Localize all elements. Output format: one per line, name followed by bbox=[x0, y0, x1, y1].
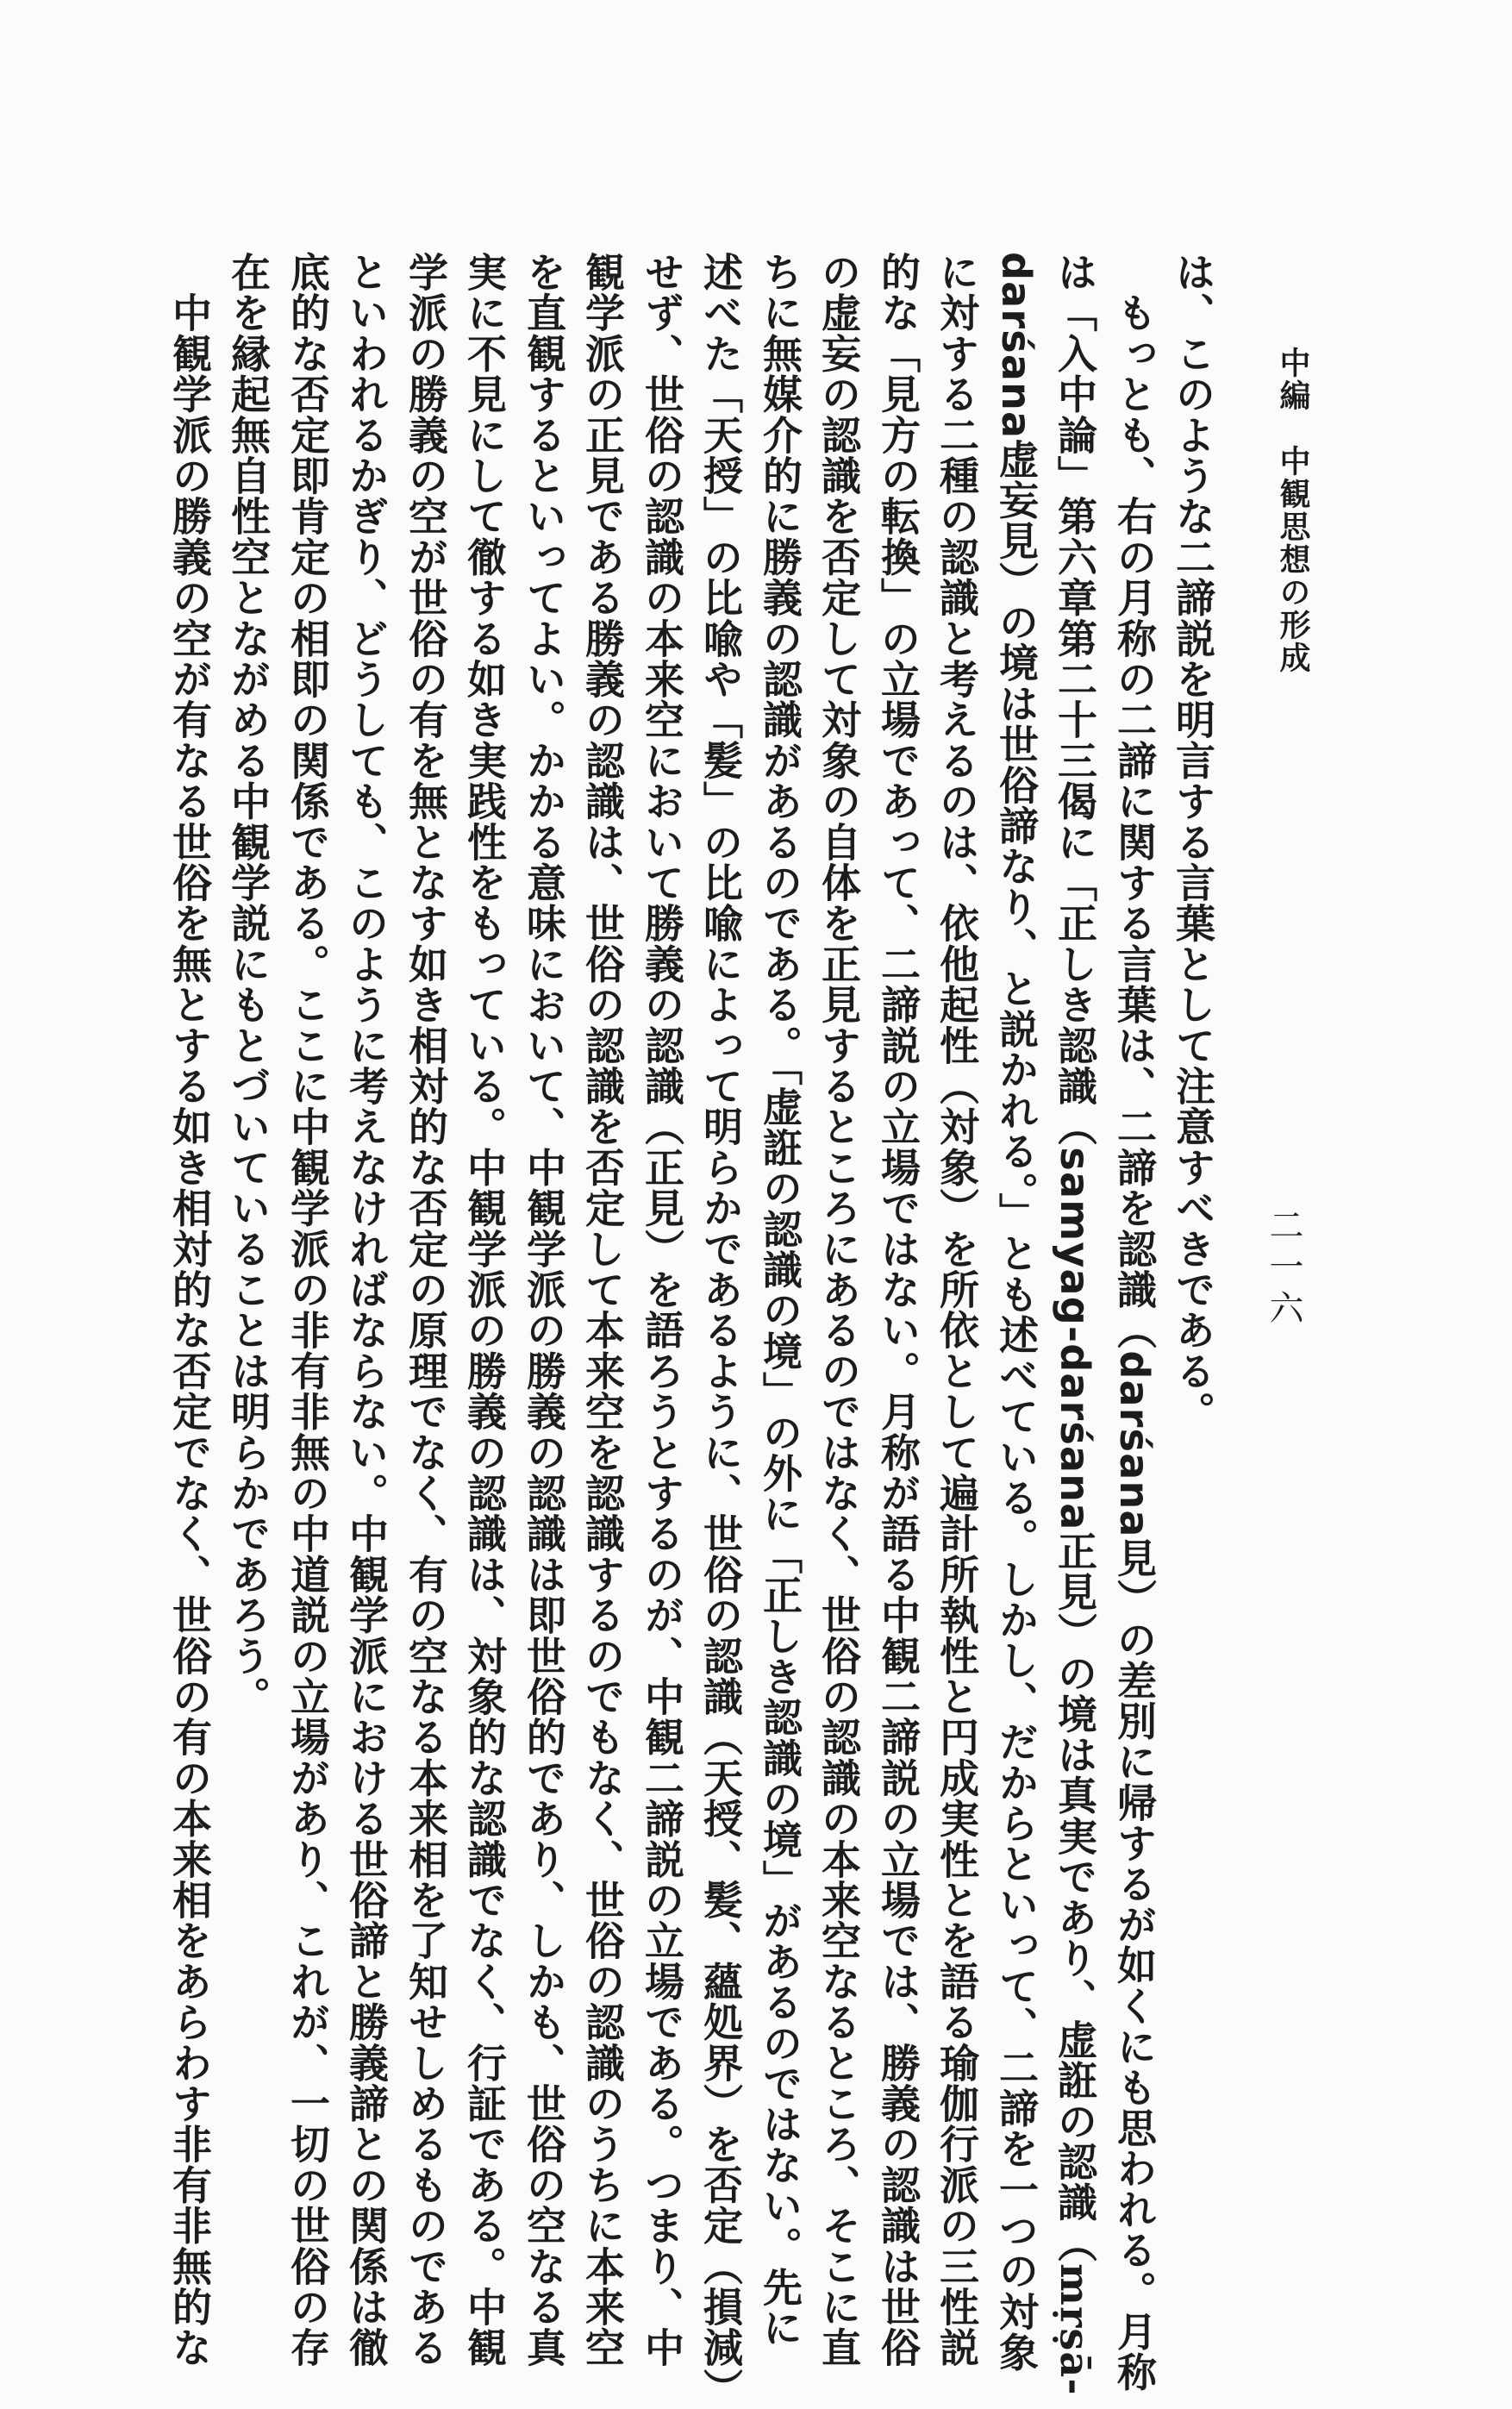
text-line: 底的な否定即肯定の相即の関係である。ここに中観学派の非有非無の中道説の立場があり、これが、一切の世俗の存 bbox=[284, 252, 331, 2368]
text-line: 述べた「天授」の比喩や「髪」の比喩によって明らかであるように、世俗の認識（天授、髪、蘊処界）を否定（損減） bbox=[697, 252, 744, 2409]
page-number: 二一六 bbox=[1264, 1207, 1303, 1331]
running-title: 中編 中観思想の形成 bbox=[1275, 347, 1311, 674]
text-line: もっとも、右の月称の二諦に関する言葉は、二諦を認識（darśana見）の差別に帰するが如くにも思われる。月称 bbox=[1111, 252, 1158, 2393]
text-line: 実に不見にして徹する如き実践性をもっている。中観学派の勝義の認識は、対象的な認識でなく、行証である。中観 bbox=[461, 252, 508, 2368]
text-line: ちに無媒介的に勝義の認識があるのである。「虚誑の認識の境」の外に「正しき認識の境」があるのではない。先に bbox=[757, 252, 803, 2349]
text-line: 観学派の正見である勝義の認識は、世俗の認識を否定して本来空を認識するのでもなく、世俗の認識のうちに本来空 bbox=[579, 252, 626, 2368]
text-line: の虚妄の認識を否定して対象の自体を正見するところにあるのではなく、世俗の認識の本来空なるところ、そこに直 bbox=[815, 252, 862, 2368]
text-line: は「入中論」第六章第二十三偈に「正しき認識（samyag-darśana正見）の境は真実であり、虚誑の認識（mṛṣā- bbox=[1052, 252, 1098, 2396]
text-line: は、このような二諦説を明言する言葉として注意すべきである。 bbox=[1170, 252, 1216, 1432]
text-line: といわれるかぎり、どうしても、このように考えなければならない。中観学派における世俗諦と勝義諦との関係は徹 bbox=[343, 252, 390, 2368]
text-line: 的な「見方の転換」の立場であって、二諦説の立場ではない。月称が語る中観二諦説の立場では、勝義の認識は世俗 bbox=[875, 252, 922, 2368]
text-line: 中観学派の勝義の空が有なる世俗を無とする如き相対的な否定でなく、世俗の有の本来相をあらわす非有非無的な bbox=[166, 252, 213, 2368]
text-line: を直観するといってよい。かかる意味において、中観学派の勝義の認識は即世俗的であり、しかも、世俗の空なる真 bbox=[521, 252, 567, 2368]
text-line: 学派の勝義の空が世俗の有を無となす如き相対的な否定の原理でなく、有の空なる本来相を了知せしめるものである bbox=[403, 252, 449, 2368]
text-line: せず、世俗の認識の本来空において勝義の認識（正見）を語ろうとするのが、中観二諦説の立場である。つまり、中 bbox=[639, 252, 685, 2368]
text-line: 在を縁起無自性空とながめる中観学説にもとづいていることは明らかであろう。 bbox=[225, 252, 272, 1718]
text-line: に対する二種の認識と考えるのは、依他起性（対象）を所依として遍計所執性と円成実性とを語る瑜伽行派の三性説 bbox=[934, 252, 980, 2368]
text-line: darśana虚妄見）の境は世俗諦なり、と説かれる。」とも述べている。しかし、だからといって、二諦を一つの対象 bbox=[993, 252, 1040, 2373]
